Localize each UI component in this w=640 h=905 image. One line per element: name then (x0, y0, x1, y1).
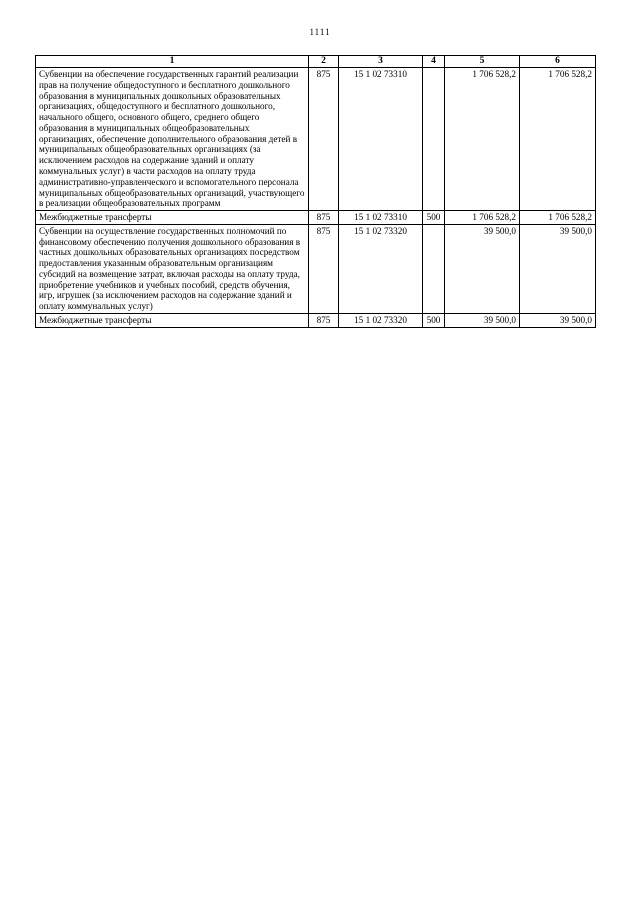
column-header-6: 6 (520, 56, 596, 68)
column-header-3: 3 (339, 56, 423, 68)
row-col4: 500 (423, 313, 445, 327)
row-name: Субвенции на обеспечение государственных гарантий реализации прав на получение общедоступного и бесплатного дошкольного образования в муниципальных дошкольных образовательных организациях, общедоступного и бесплатного дошкольного, начального общего, основного общего, среднего общего образования в муниципальных общеобразовательных организациях, обеспечение дополнительного образования детей в муниципальных общеобразовательных организациях (за исключением расходов на содержание зданий и оплату коммунальных услуг) в части расходов на оплату труда административно-управленческого и вспомогательного персонала муниципальных общеобразовательных организаций, участвующего в реализации общеобразовательных программ (36, 68, 309, 211)
row-col4 (423, 224, 445, 313)
table-row (36, 224, 596, 313)
row-col3: 15 1 02 73310 (339, 211, 423, 225)
row-col2: 875 (309, 211, 339, 225)
row-col4: 500 (423, 211, 445, 225)
row-name: Межбюджетные трансферты (36, 211, 309, 225)
column-header-5: 5 (445, 56, 520, 68)
row-name: Субвенции на осуществление государственных полномочий по финансовому обеспечению получения дошкольного образования в частных дошкольных образовательных организациях посредством предоставления указанным образовательным организациям субсидий на возмещение затрат, включая расходы на оплату труда, приобретение учебников и учебных пособий, средств обучения, игр, игрушек (за исключением расходов на содержание зданий и оплату коммунальных услуг) (36, 224, 309, 313)
row-col5: 1 706 528,2 (445, 211, 520, 225)
row-col5: 39 500,0 (445, 313, 520, 327)
row-col5: 1 706 528,2 (445, 68, 520, 211)
table-row (36, 313, 596, 327)
row-col3: 15 1 02 73320 (339, 313, 423, 327)
table-header-row (36, 56, 596, 68)
row-col2: 875 (309, 313, 339, 327)
column-header-4: 4 (423, 56, 445, 68)
column-header-2: 2 (309, 56, 339, 68)
row-col2: 875 (309, 224, 339, 313)
page-number: 1111 (309, 27, 331, 37)
row-col2: 875 (309, 68, 339, 211)
table-row (36, 211, 596, 225)
row-col3: 15 1 02 73320 (339, 224, 423, 313)
table-row (36, 68, 596, 211)
row-col6: 39 500,0 (520, 313, 596, 327)
row-col6: 1 706 528,2 (520, 211, 596, 225)
row-col3: 15 1 02 73310 (339, 68, 423, 211)
row-col6: 1 706 528,2 (520, 68, 596, 211)
row-col4 (423, 68, 445, 211)
column-header-1: 1 (36, 56, 309, 68)
row-name: Межбюджетные трансферты (36, 313, 309, 327)
row-col6: 39 500,0 (520, 224, 596, 313)
row-col5: 39 500,0 (445, 224, 520, 313)
budget-table (35, 55, 596, 328)
